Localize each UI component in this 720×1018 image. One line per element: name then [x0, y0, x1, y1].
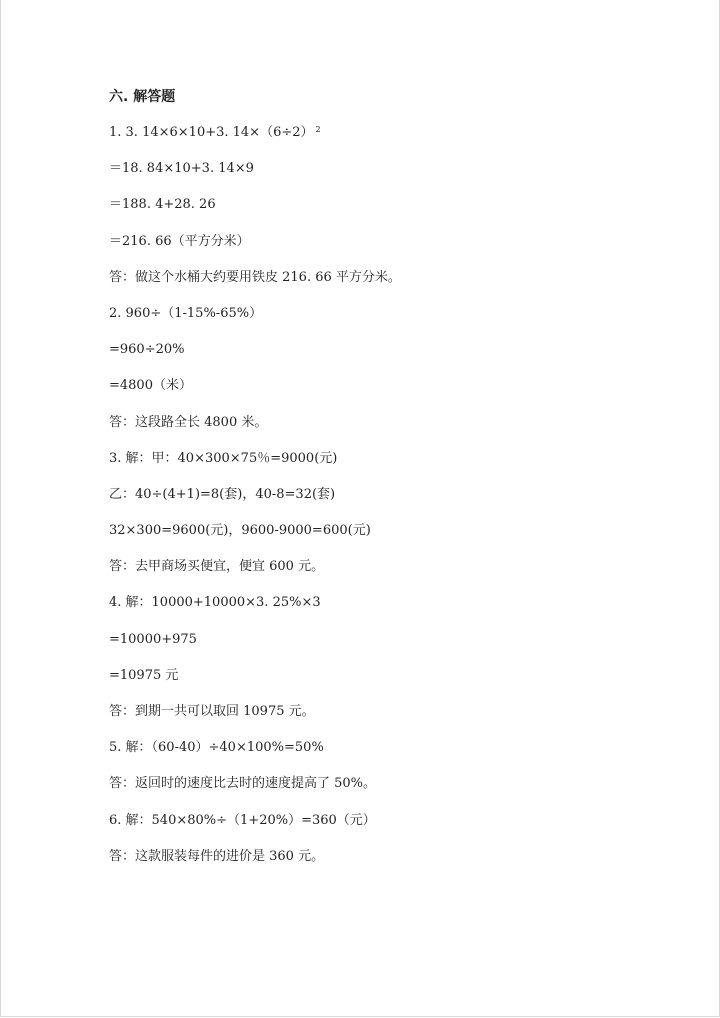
- section-title: 六. 解答题: [109, 89, 176, 105]
- answer-line-19: 答：返回时的速度比去时的速度提高了 50%。: [109, 776, 377, 792]
- answer-line-4: ＝216. 66（平方分米）: [109, 233, 250, 249]
- answer-line-20: 6. 解：540×80%÷（1+20%）=360（元）: [109, 812, 376, 828]
- answer-line-2: ＝18. 84×10+3. 14×9: [109, 161, 254, 177]
- answer-section: [109, 86, 669, 882]
- answer-line-1: [109, 122, 669, 144]
- answer-line-17: 答：到期一共可以取回 10975 元。: [109, 704, 315, 719]
- answer-line-14: 4. 解：10000+10000×3. 25%×3: [109, 595, 321, 611]
- answer-line-8: =4800（米）: [109, 378, 192, 394]
- answer-line-15: =10000+975: [109, 631, 197, 647]
- answer-line-21: 答：这款服装每件的进价是 360 元。: [109, 848, 325, 864]
- line-text: 1. 3. 14×6×10+3. 14×（6÷2）: [109, 125, 314, 140]
- answer-line-7: =960÷20%: [109, 342, 185, 358]
- answer-line-16: =10975 元: [109, 667, 179, 683]
- answer-line-3: ＝188. 4+28. 26: [109, 197, 216, 213]
- answer-line-11: 乙：40÷(4+1)=8(套)，40-8=32(套): [109, 486, 336, 502]
- answer-line-10: 3. 解：甲：40×300×75％=9000(元): [109, 450, 338, 466]
- answer-line-9: 答：这段路全长 4800 米。: [109, 414, 268, 430]
- answer-line-18: 5. 解：（60-40）÷40×100%=50%: [109, 740, 324, 756]
- answer-line-12: 32×300=9600(元)，9600-9000=600(元): [109, 523, 371, 539]
- answer-line-6: 2. 960÷（1-15%-65%）: [109, 305, 263, 321]
- superscript: 2: [315, 125, 321, 134]
- answer-line-5: 答：做这个水桶大约要用铁皮 216. 66 平方分米。: [109, 269, 401, 285]
- answer-line-13: 答：去甲商场买便宜，便宜 600 元。: [109, 559, 325, 575]
